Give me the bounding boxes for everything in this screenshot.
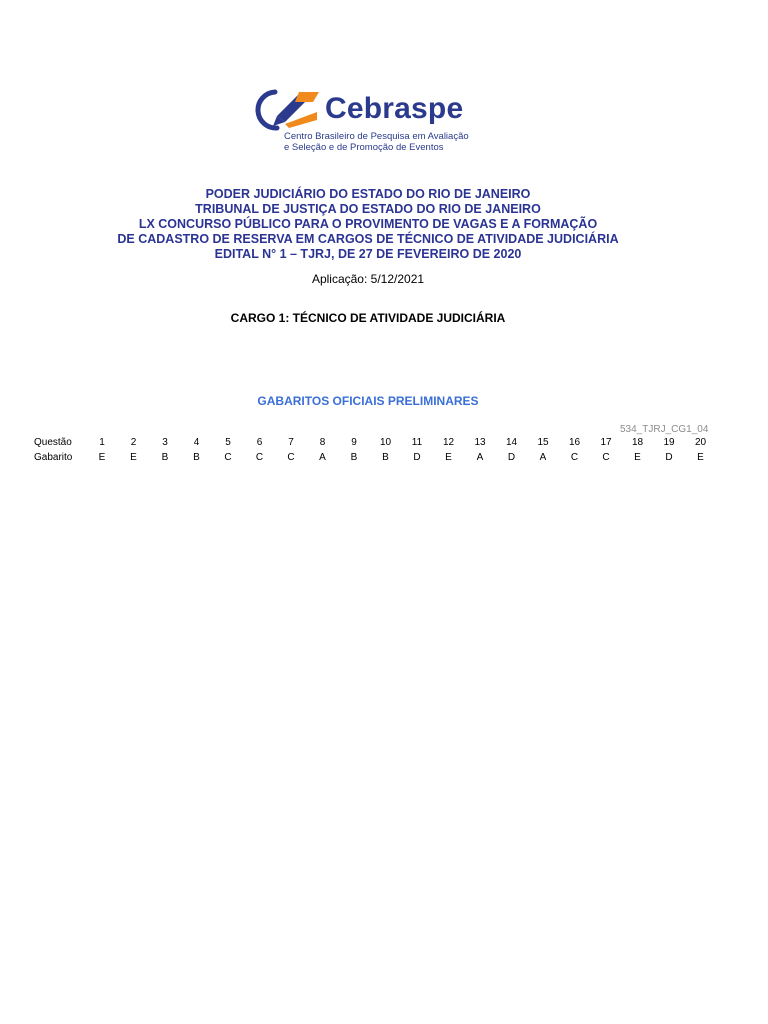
exam-code: 534_TJRJ_CG1_04 bbox=[620, 424, 709, 435]
question-number: 19 bbox=[663, 437, 675, 448]
logo-name: Cebraspe bbox=[325, 92, 464, 125]
question-number: 7 bbox=[288, 437, 294, 448]
header-line-3: LX CONCURSO PÚBLICO PARA O PROVIMENTO DE VAGAS E A FORMAÇÃO bbox=[138, 217, 598, 231]
question-number: 10 bbox=[379, 437, 392, 448]
answer-row-label: Gabarito bbox=[34, 452, 73, 463]
question-number: 8 bbox=[319, 437, 326, 448]
answer-letter: C bbox=[287, 452, 295, 463]
answer-letter: E bbox=[445, 452, 452, 463]
logo-tagline-line1: Centro Brasileiro de Pesquisa em Avaliação bbox=[284, 131, 469, 142]
question-number: 18 bbox=[631, 437, 644, 448]
logo-tagline-line2: e Seleção e de Promoção de Eventos bbox=[284, 142, 444, 153]
question-number: 9 bbox=[351, 437, 357, 448]
question-number: 4 bbox=[193, 437, 200, 448]
answer-letter: A bbox=[319, 452, 326, 463]
question-number: 5 bbox=[225, 437, 231, 448]
answer-letter: A bbox=[539, 452, 547, 463]
question-row-label: Questão bbox=[34, 437, 72, 448]
logo-tagline bbox=[284, 131, 469, 153]
question-number: 16 bbox=[568, 437, 581, 448]
question-number: 17 bbox=[600, 437, 612, 448]
answer-letter: B bbox=[193, 452, 200, 463]
question-number: 20 bbox=[694, 437, 707, 448]
header-line-4: DE CADASTRO DE RESERVA EM CARGOS DE TÉCNICO DE ATIVIDADE JUDICIÁRIA bbox=[117, 232, 619, 246]
answer-letter: B bbox=[350, 452, 358, 463]
question-number: 15 bbox=[537, 437, 549, 448]
header-line-2: TRIBUNAL DE JUSTIÇA DO ESTADO DO RIO DE JANEIRO bbox=[195, 202, 541, 216]
answer-letter: E bbox=[697, 452, 704, 463]
answer-letter: D bbox=[507, 452, 516, 463]
answer-letter: B bbox=[382, 452, 389, 463]
answer-letter: C bbox=[602, 452, 610, 463]
answer-letter: D bbox=[413, 452, 421, 463]
question-number: 14 bbox=[505, 437, 518, 448]
gabarito-title: GABARITOS OFICIAIS PRELIMINARES bbox=[257, 394, 479, 408]
document-header bbox=[0, 187, 736, 262]
answer-letter: C bbox=[255, 452, 264, 463]
answer-letter: E bbox=[130, 452, 137, 463]
application-date: Aplicação: 5/12/2021 bbox=[311, 272, 425, 286]
cebraspe-pen-icon bbox=[255, 86, 325, 136]
answer-letter: A bbox=[476, 452, 484, 463]
answer-letter: C bbox=[224, 452, 232, 463]
header-line-5: EDITAL N° 1 – TJRJ, DE 27 DE FEVEREIRO DE 2020 bbox=[214, 247, 522, 261]
question-number: 13 bbox=[474, 437, 486, 448]
question-number: 12 bbox=[442, 437, 455, 448]
answer-letter: D bbox=[665, 452, 673, 463]
question-number: 11 bbox=[411, 437, 423, 448]
cebraspe-logo bbox=[255, 86, 485, 156]
question-number: 1 bbox=[99, 437, 105, 448]
answer-letter: B bbox=[161, 452, 169, 463]
answer-letter: C bbox=[570, 452, 579, 463]
question-number: 6 bbox=[256, 437, 263, 448]
question-number: 2 bbox=[130, 437, 137, 448]
header-line-1: PODER JUDICIÁRIO DO ESTADO DO RIO DE JANEIRO bbox=[205, 187, 531, 201]
answer-letter: E bbox=[98, 452, 106, 463]
cargo-title: CARGO 1: TÉCNICO DE ATIVIDADE JUDICIÁRIA bbox=[230, 311, 506, 325]
question-number: 3 bbox=[162, 437, 168, 448]
answer-letter: E bbox=[634, 452, 641, 463]
